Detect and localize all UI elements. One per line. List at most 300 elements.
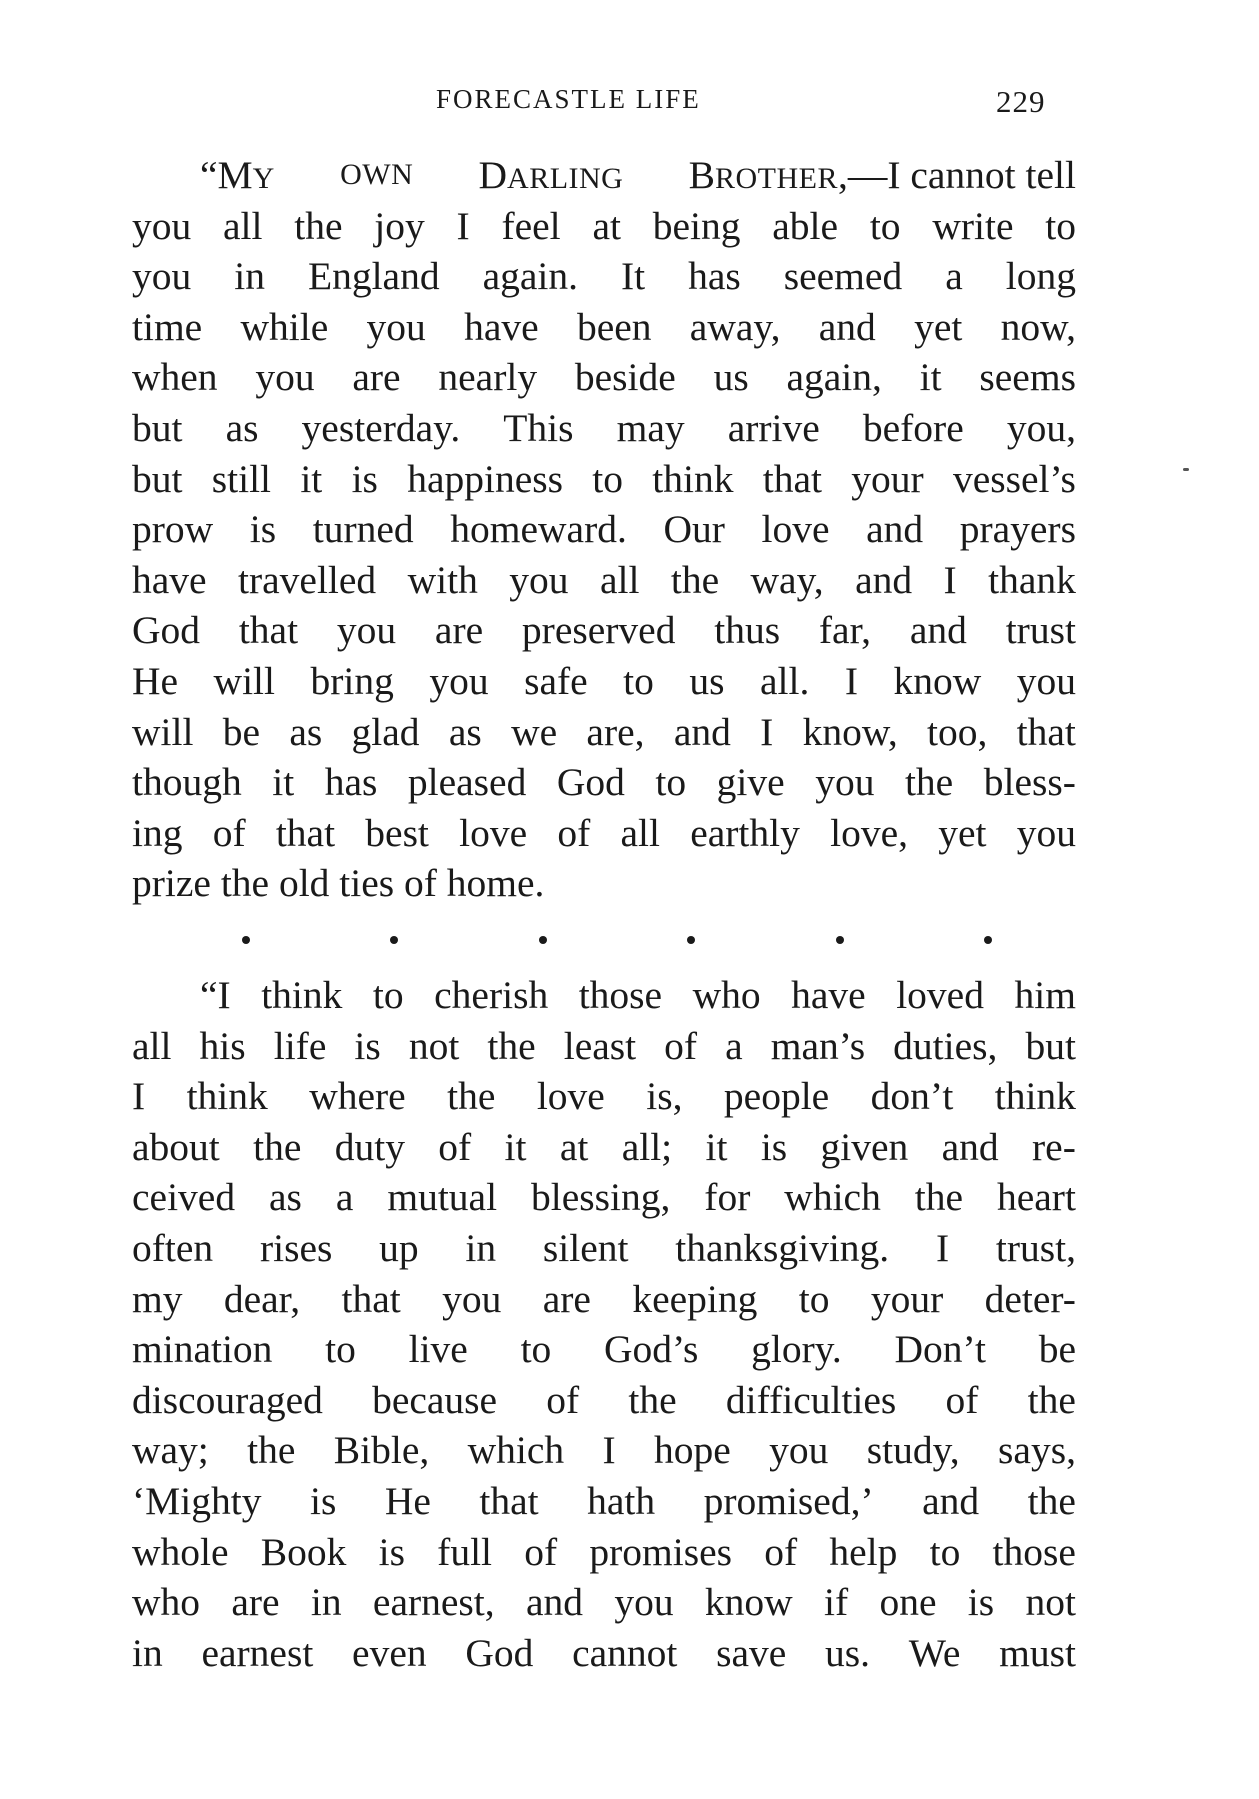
word: the xyxy=(628,1377,677,1422)
word: now, xyxy=(1000,304,1076,349)
word: have xyxy=(791,973,866,1017)
word: help xyxy=(829,1529,898,1574)
word: He xyxy=(384,1478,431,1523)
word: It xyxy=(620,254,646,299)
word: mination xyxy=(132,1327,273,1372)
word: too, xyxy=(927,709,988,754)
text-line xyxy=(132,1223,1076,1274)
word: Don’t xyxy=(894,1327,986,1372)
text-line xyxy=(132,757,1076,808)
word: to xyxy=(1045,203,1076,248)
word: you xyxy=(336,608,397,653)
word: earnest, xyxy=(372,1580,495,1625)
ellipsis-dot xyxy=(984,936,992,944)
text-line xyxy=(132,302,1076,353)
word: God xyxy=(556,760,625,805)
word: are, xyxy=(586,709,645,754)
word: of xyxy=(945,1377,979,1422)
word: think xyxy=(994,1074,1076,1119)
word: travelled xyxy=(238,557,377,602)
word: to xyxy=(929,1529,961,1574)
word: man’s xyxy=(770,1023,866,1068)
word: of xyxy=(664,1023,698,1068)
word: arrive xyxy=(727,405,820,450)
word: and xyxy=(855,557,913,602)
word: mutual xyxy=(387,1175,498,1220)
word: are xyxy=(352,355,401,400)
word: keeping xyxy=(632,1276,758,1321)
text-line xyxy=(132,504,1076,555)
word: Book xyxy=(260,1529,347,1574)
word: to xyxy=(655,760,687,805)
word: write xyxy=(932,203,1014,248)
word: God xyxy=(132,608,201,653)
word: safe xyxy=(524,658,588,703)
ellipsis-dot xyxy=(539,936,547,944)
word: vessel’s xyxy=(952,456,1076,501)
word: bless- xyxy=(983,760,1076,805)
word: is xyxy=(309,1478,337,1523)
word: been xyxy=(576,304,652,349)
word: live xyxy=(408,1327,468,1372)
word: the xyxy=(914,1175,964,1220)
word: love xyxy=(536,1074,605,1119)
word: will xyxy=(213,658,275,703)
word: England xyxy=(307,254,440,299)
word: know xyxy=(704,1580,793,1625)
word: study, xyxy=(866,1428,960,1473)
word: We xyxy=(908,1630,961,1675)
text-line xyxy=(132,1425,1076,1476)
word: the xyxy=(247,1428,296,1473)
word: him xyxy=(1014,973,1076,1017)
word: and xyxy=(922,1478,980,1523)
text-line xyxy=(132,1274,1076,1325)
running-head xyxy=(0,84,1259,124)
word: hope xyxy=(654,1428,731,1473)
ellipsis-dot xyxy=(836,936,844,944)
word: life xyxy=(273,1023,327,1068)
word: think xyxy=(261,973,343,1017)
word: earthly xyxy=(690,810,800,855)
word: to xyxy=(869,203,901,248)
word: is, xyxy=(646,1074,683,1119)
word: thus xyxy=(714,608,781,653)
word: in xyxy=(234,254,265,299)
word: be xyxy=(222,709,261,754)
word: though xyxy=(132,760,242,805)
word: is xyxy=(378,1529,405,1574)
word: promised,’ xyxy=(703,1478,874,1523)
word: and xyxy=(525,1580,584,1625)
salutation-tail: ,—I cannot tell xyxy=(837,153,1076,197)
word: preserved xyxy=(521,608,676,653)
word: and xyxy=(909,608,967,653)
salutation-rest: ROTHER xyxy=(714,162,838,195)
word: silent xyxy=(542,1225,629,1270)
word: up xyxy=(379,1225,419,1270)
word: cherish xyxy=(434,973,549,1017)
word: you xyxy=(132,203,192,248)
word: people xyxy=(723,1074,830,1119)
open-quote: “ xyxy=(200,153,218,197)
text-line: prize the old ties of home. xyxy=(132,861,545,906)
word: you xyxy=(769,1428,829,1473)
word: that xyxy=(275,810,336,855)
text-line xyxy=(132,201,1076,252)
word: which xyxy=(467,1428,565,1473)
word: one xyxy=(879,1580,937,1625)
ellipsis-dot xyxy=(390,936,398,944)
word: prow xyxy=(132,507,214,552)
word: you xyxy=(815,760,875,805)
word: the xyxy=(487,1023,536,1068)
word: to xyxy=(623,658,654,703)
word: when xyxy=(132,355,218,400)
word: know, xyxy=(802,709,898,754)
word: Our xyxy=(663,507,725,552)
word: God xyxy=(465,1630,534,1675)
word: not xyxy=(408,1023,460,1068)
word: you xyxy=(614,1580,674,1625)
word: think xyxy=(652,456,734,501)
word: a xyxy=(945,254,963,299)
word: pleased xyxy=(407,760,527,805)
word: all xyxy=(223,203,263,248)
word: it xyxy=(272,760,295,805)
word: way; xyxy=(132,1428,209,1473)
text-line xyxy=(132,1375,1076,1426)
word: has xyxy=(688,254,741,299)
word: my xyxy=(132,1276,183,1321)
word: give xyxy=(716,760,785,805)
text-line xyxy=(132,970,1076,1021)
word: that xyxy=(1016,709,1076,754)
word: I xyxy=(943,557,957,602)
word: a xyxy=(335,1175,354,1220)
word: but xyxy=(1025,1023,1076,1068)
word: you xyxy=(132,254,192,299)
text-line xyxy=(132,1071,1076,1122)
salutation-text xyxy=(200,150,275,201)
word: you xyxy=(255,355,315,400)
word: turned xyxy=(312,507,414,552)
word: if xyxy=(823,1580,849,1625)
word: trust, xyxy=(995,1225,1076,1270)
word: I xyxy=(935,1225,950,1270)
word: glory. xyxy=(751,1327,842,1372)
text-line xyxy=(132,403,1076,454)
word: This xyxy=(503,405,574,450)
word: you xyxy=(429,658,489,703)
word: but xyxy=(132,405,183,450)
word: of xyxy=(438,1124,472,1169)
word: as xyxy=(448,709,482,754)
word: ing xyxy=(132,810,183,855)
word: is xyxy=(354,1023,381,1068)
word: as xyxy=(269,1175,302,1220)
text-line xyxy=(132,656,1076,707)
word: given xyxy=(820,1124,909,1169)
word: often xyxy=(132,1225,214,1270)
word: us. xyxy=(825,1630,870,1675)
text-line xyxy=(132,352,1076,403)
word: homeward. xyxy=(450,507,627,552)
word: to xyxy=(520,1327,552,1372)
word: time xyxy=(132,304,203,349)
word: us xyxy=(689,658,725,703)
word: have xyxy=(132,557,207,602)
word: hath xyxy=(587,1478,656,1523)
salutation-text xyxy=(479,150,624,201)
word: the xyxy=(904,760,954,805)
word: save xyxy=(716,1630,787,1675)
word: all; xyxy=(621,1124,673,1169)
text-line xyxy=(132,707,1076,758)
word: with xyxy=(407,557,478,602)
word: cannot xyxy=(572,1630,678,1675)
salutation-text xyxy=(689,150,1076,201)
word: earnest xyxy=(201,1630,314,1675)
word: beside xyxy=(574,355,676,400)
word: it xyxy=(504,1124,527,1169)
word: for xyxy=(704,1175,751,1220)
word: promises xyxy=(589,1529,733,1574)
word: all xyxy=(620,810,660,855)
word: are xyxy=(542,1276,591,1321)
word: difficulties xyxy=(725,1377,897,1422)
word: is xyxy=(249,507,277,552)
word: yet xyxy=(938,810,987,855)
word: I xyxy=(132,1074,146,1119)
word: that xyxy=(238,608,299,653)
word: “I xyxy=(200,973,231,1017)
word: heart xyxy=(996,1175,1076,1220)
word: as xyxy=(225,405,259,450)
word: duty xyxy=(334,1124,405,1169)
salutation-rest: ARLING xyxy=(507,162,624,195)
word: you xyxy=(366,304,426,349)
word: are xyxy=(434,608,484,653)
ellipsis-dot xyxy=(687,936,695,944)
word: it xyxy=(919,355,942,400)
word: to xyxy=(372,973,404,1017)
word: the xyxy=(1027,1478,1076,1523)
word: be xyxy=(1038,1327,1076,1372)
text-line xyxy=(132,1628,1076,1679)
word: know xyxy=(893,658,982,703)
word: which xyxy=(784,1175,881,1220)
text-line xyxy=(132,1577,1076,1628)
word: we xyxy=(511,709,558,754)
word: ceived xyxy=(132,1175,236,1220)
word: far, xyxy=(818,608,872,653)
word: all. xyxy=(760,658,810,703)
word: says, xyxy=(998,1428,1076,1473)
word: love, xyxy=(830,810,908,855)
word: still xyxy=(211,456,272,501)
word: that xyxy=(341,1276,401,1321)
word: us xyxy=(713,355,749,400)
word: bring xyxy=(310,658,394,703)
word: and xyxy=(866,507,924,552)
running-title: FORECASTLE LIFE xyxy=(436,84,701,114)
word: God’s xyxy=(604,1327,699,1372)
word: who xyxy=(692,973,761,1017)
word: ‘Mighty xyxy=(132,1478,262,1523)
word: yet xyxy=(914,304,963,349)
word: have xyxy=(464,304,539,349)
word: to xyxy=(325,1327,356,1372)
word: way, xyxy=(750,557,824,602)
word: of xyxy=(546,1377,580,1422)
word: being xyxy=(652,203,741,248)
word: loved xyxy=(896,973,984,1017)
word: think xyxy=(186,1074,268,1119)
text-line xyxy=(132,1476,1076,1527)
word: is xyxy=(967,1580,995,1625)
word: where xyxy=(309,1074,406,1119)
word: you xyxy=(1016,810,1076,855)
word: you xyxy=(1016,658,1076,703)
word: all xyxy=(132,1023,172,1068)
word: his xyxy=(199,1023,246,1068)
salutation-initial: D xyxy=(478,153,508,197)
word: of xyxy=(557,810,591,855)
text-line xyxy=(132,605,1076,656)
word: your xyxy=(870,1276,944,1321)
word: the xyxy=(1027,1377,1076,1422)
text-line xyxy=(132,1021,1076,1072)
text-line xyxy=(132,251,1076,302)
word: glad xyxy=(351,709,420,754)
word: to xyxy=(592,456,624,501)
word: as xyxy=(289,709,323,754)
word: I xyxy=(456,203,470,248)
word: in xyxy=(132,1630,163,1675)
word: duties, xyxy=(893,1023,998,1068)
word: thanksgiving. xyxy=(675,1225,890,1270)
word: those xyxy=(578,973,663,1017)
word: not xyxy=(1025,1580,1076,1625)
word: it xyxy=(300,456,323,501)
word: must xyxy=(999,1630,1076,1675)
word: the xyxy=(253,1124,302,1169)
word: don’t xyxy=(870,1074,954,1119)
salutation-initial: M xyxy=(217,153,253,197)
word: best xyxy=(365,810,429,855)
word: seemed xyxy=(783,254,903,299)
word: joy xyxy=(374,203,425,248)
word: I xyxy=(760,709,774,754)
text-line xyxy=(132,1527,1076,1578)
paragraph-2 xyxy=(132,970,1076,1678)
word: away, xyxy=(689,304,781,349)
word: deter- xyxy=(984,1276,1076,1321)
word: but xyxy=(132,456,183,501)
word: those xyxy=(992,1529,1076,1574)
word: love xyxy=(761,507,830,552)
word: blessing, xyxy=(531,1175,671,1220)
word: in xyxy=(465,1225,497,1270)
word: of xyxy=(764,1529,798,1574)
word: that xyxy=(762,456,823,501)
word: because xyxy=(372,1377,498,1422)
word: of xyxy=(524,1529,558,1574)
word: even xyxy=(352,1630,427,1675)
word: will xyxy=(132,709,194,754)
word: discouraged xyxy=(132,1377,323,1422)
word: trust xyxy=(1005,608,1076,653)
word: at xyxy=(592,203,621,248)
text-line xyxy=(132,454,1076,505)
word: your xyxy=(851,456,924,501)
word: at xyxy=(559,1124,589,1169)
word: all xyxy=(599,557,640,602)
word: long xyxy=(1005,254,1076,299)
word: the xyxy=(670,557,720,602)
word: nearly xyxy=(438,355,538,400)
word: has xyxy=(324,760,378,805)
word: about xyxy=(132,1124,220,1169)
word: thank xyxy=(988,557,1076,602)
salutation-initial: B xyxy=(688,153,715,197)
word: He xyxy=(132,658,179,703)
word: I xyxy=(844,658,858,703)
word: may xyxy=(616,405,685,450)
word: of xyxy=(212,810,246,855)
word: prayers xyxy=(959,507,1076,552)
salutation-block xyxy=(132,150,1076,201)
salutation-line xyxy=(132,150,1076,201)
word: who xyxy=(132,1580,201,1625)
word: happiness xyxy=(407,456,563,501)
word: yesterday. xyxy=(301,405,461,450)
word: love xyxy=(459,810,528,855)
word: while xyxy=(240,304,329,349)
ellipsis-dot xyxy=(242,936,250,944)
text-line xyxy=(132,1172,1076,1223)
word: again. xyxy=(482,254,578,299)
word: in xyxy=(310,1580,342,1625)
word: it xyxy=(705,1124,728,1169)
word: Bible, xyxy=(333,1428,430,1473)
paragraph-1 xyxy=(132,201,1076,909)
text-line xyxy=(132,808,1076,859)
word: the xyxy=(294,203,343,248)
text-line xyxy=(132,555,1076,606)
word: is xyxy=(760,1124,788,1169)
word: you xyxy=(442,1276,502,1321)
word: again, xyxy=(786,355,882,400)
word: rises xyxy=(259,1225,333,1270)
word: full xyxy=(437,1529,493,1574)
salutation-rest: OWN xyxy=(340,158,414,191)
word: the xyxy=(447,1074,496,1119)
word: dear, xyxy=(223,1276,301,1321)
word: before xyxy=(862,405,964,450)
paper-speck xyxy=(1183,468,1189,471)
word: whole xyxy=(132,1529,229,1574)
word: seems xyxy=(979,355,1076,400)
word: you, xyxy=(1006,405,1076,450)
page-number: 229 xyxy=(996,84,1046,119)
word: re- xyxy=(1032,1124,1076,1169)
word: and xyxy=(941,1124,999,1169)
word: I xyxy=(602,1428,616,1473)
word: are xyxy=(231,1580,280,1625)
word: least xyxy=(563,1023,637,1068)
